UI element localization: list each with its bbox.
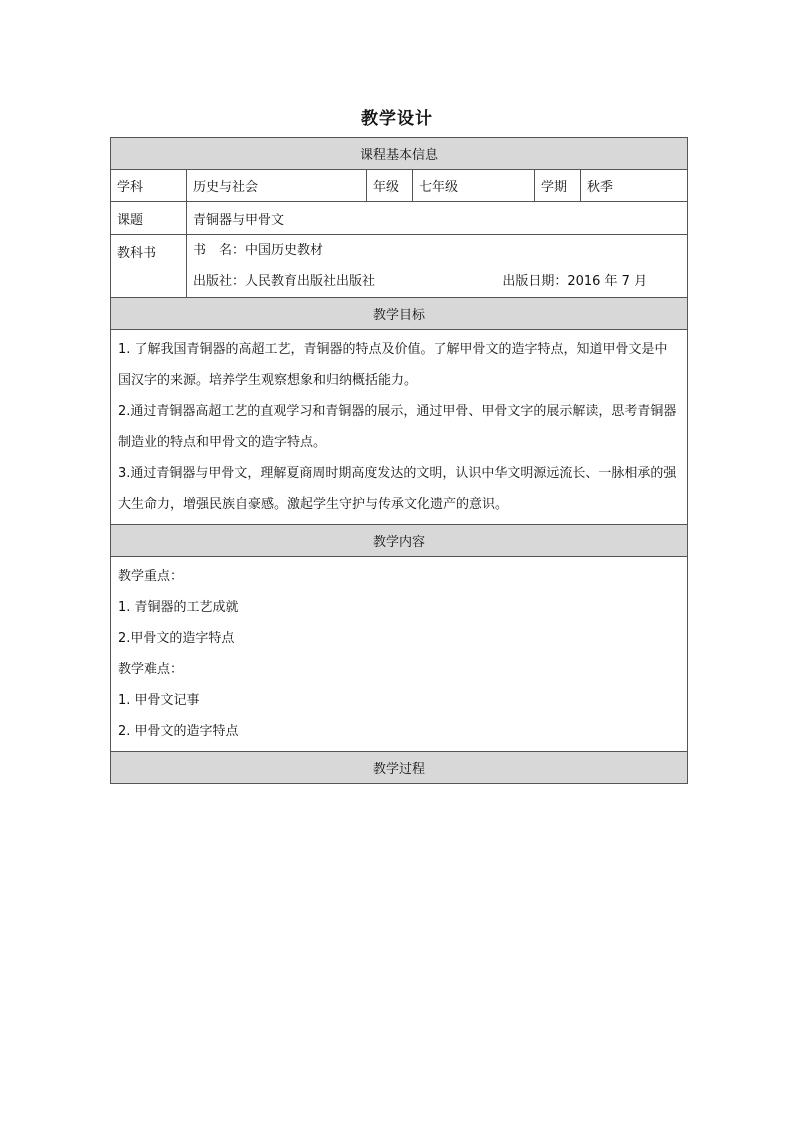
subject-value: 历史与社会 xyxy=(187,170,367,202)
topic-value: 青铜器与甲骨文 xyxy=(187,202,688,235)
section-header-basic-info: 课程基本信息 xyxy=(111,138,688,170)
goals-block xyxy=(111,330,688,525)
difficult-points-label: 教学难点： xyxy=(118,662,184,677)
grade-label: 年级 xyxy=(367,170,413,202)
key-point-item: 2.甲骨文的造字特点 xyxy=(118,631,235,646)
grade-value: 七年级 xyxy=(413,170,535,202)
key-points-label: 教学重点： xyxy=(118,569,184,584)
goal-item: 2.通过青铜器高超工艺的直观学习和青铜器的展示，通过甲骨、甲骨文字的展示解读，思考青铜器制造业的特点和甲骨文的造字特点。 xyxy=(118,404,677,450)
textbook-info xyxy=(187,235,688,298)
section-header-goals: 教学目标 xyxy=(111,298,688,330)
subject-label: 学科 xyxy=(111,170,187,202)
content-block xyxy=(111,557,688,752)
term-label: 学期 xyxy=(535,170,581,202)
publisher-row xyxy=(187,266,687,297)
key-point-item: 1. 青铜器的工艺成就 xyxy=(118,600,239,615)
lesson-plan-table xyxy=(110,137,688,784)
difficult-point-item: 1. 甲骨文记事 xyxy=(118,693,200,708)
section-header-content: 教学内容 xyxy=(111,525,688,557)
difficult-point-item: 2. 甲骨文的造字特点 xyxy=(118,724,239,739)
textbook-label: 教科书 xyxy=(111,235,187,298)
goal-item: 1. 了解我国青铜器的高超工艺，青铜器的特点及价值。了解甲骨文的造字特点，知道甲骨文是中国汉字的来源。培养学生观察想象和归纳概括能力。 xyxy=(118,342,668,388)
term-value: 秋季 xyxy=(581,170,688,202)
goal-item: 3.通过青铜器与甲骨文，理解夏商周时期高度发达的文明，认识中华文明源远流长、一脉相承的强大生命力，增强民族自豪感。激起学生守护与传承文化遗产的意识。 xyxy=(118,466,677,512)
book-name-line: 书 名：中国历史教材 xyxy=(193,243,324,258)
topic-label: 课题 xyxy=(111,202,187,235)
section-header-process: 教学过程 xyxy=(111,752,688,784)
publisher-line: 出版社：人民教育出版社出版社 xyxy=(193,274,376,289)
publish-date-line: 出版日期：2016 年 7 月 xyxy=(502,274,648,289)
page-title: 教学设计 xyxy=(361,109,433,129)
